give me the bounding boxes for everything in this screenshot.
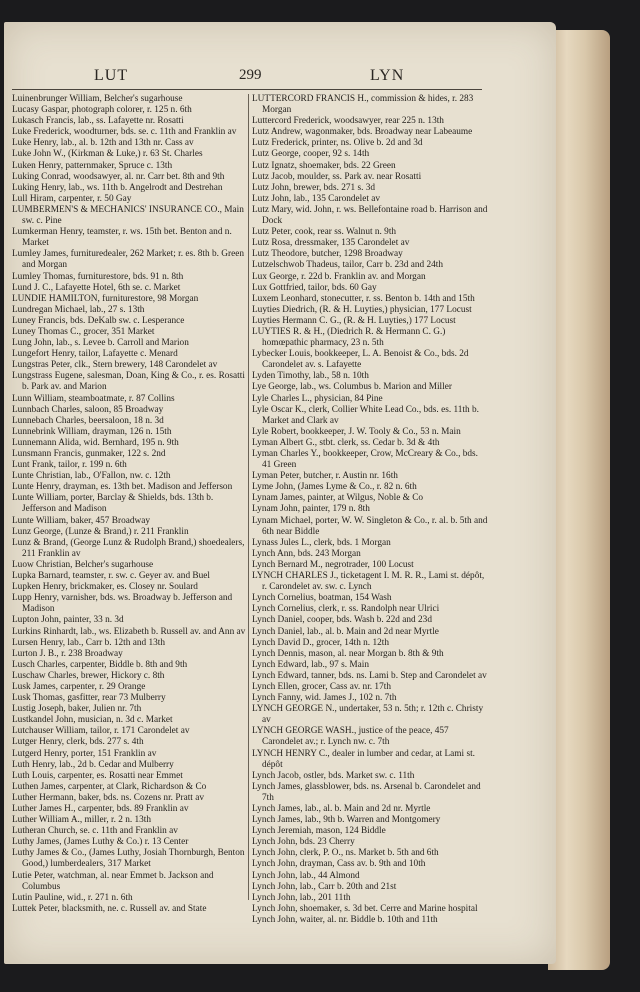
directory-entry: Lynch Edward, lab., 97 s. Main: [252, 659, 369, 670]
directory-entry: Lynch John, lab., Carr b. 20th and 21st: [252, 881, 397, 892]
directory-entry: Luthy James & Co., (James Luthy, Josiah Thornburgh, Benton Good,) lumberdealers, 317 Market: [12, 848, 245, 870]
directory-entry: Lyman Charles Y., bookkeeper, Crow, McCreary & Co., bds. 41 Green: [252, 449, 478, 471]
directory-entry: Lupp Henry, varnisher, bds. ws. Broadway b. Jefferson and Madison: [12, 593, 233, 615]
directory-entry: Luke Frederick, woodturner, bds. se. c. 11th and Franklin av: [12, 127, 237, 138]
directory-entry: Lutz Jacob, moulder, ss. Park av. near Rosatti: [252, 171, 422, 182]
directory-entry: Lyman Peter, butcher, r. Austin nr. 16th: [252, 471, 398, 482]
directory-entry: Lynch Cornelius, boatman, 154 Wash: [252, 593, 392, 604]
directory-entry: Luinenbrunger William, Belcher's sugarhouse: [12, 94, 183, 104]
directory-entry: Lutz Ignatz, shoemaker, bds. 22 Green: [252, 160, 396, 171]
directory-entry: Lunte William, porter, Barclay & Shields, bds. 13th b. Jefferson and Madison: [12, 493, 214, 515]
directory-entry: Lynch Cornelius, clerk, r. ss. Randolph near Ulrici: [252, 604, 440, 615]
header-rule: [12, 89, 482, 90]
directory-entry: Lutz Frederick, printer, ns. Olive b. 2d and 3d: [252, 138, 423, 149]
directory-entry: Lunt Frank, tailor, r. 199 n. 6th: [12, 460, 127, 471]
directory-entry: Lynch John, shoemaker, s. 3d bet. Cerre and Marine hospital: [252, 903, 478, 914]
directory-entry: Lyle Oscar K., clerk, Collier White Lead Co., bds. es. 11th b. Market and Clark av: [252, 404, 479, 426]
directory-entry: Lukasch Francis, lab., ss. Lafayette nr. Rosatti: [12, 116, 184, 127]
directory-entry: Luther Hermann, baker, bds. ns. Cozens nr. Pratt av: [12, 792, 204, 803]
directory-entry: Luney Francis, bds. DeKalb sw. c. Lesperance: [12, 315, 185, 326]
directory-entry: Lyman Albert G., stbt. clerk, ss. Cedar b. 3d & 4th: [252, 437, 440, 448]
directory-entry: Lynch Daniel, cooper, bds. Wash b. 22d and 23d: [252, 615, 432, 626]
directory-entry: Lunnebrink William, drayman, 126 n. 15th: [12, 426, 172, 437]
directory-entry: Lyme John, (James Lyme & Co., r. 82 n. 6th: [252, 482, 417, 493]
directory-entry: Lustig Joseph, baker, Julien nr. 7th: [12, 704, 142, 715]
directory-entry: Lunte Henry, drayman, es. 13th bet. Madison and Jefferson: [12, 482, 233, 493]
directory-entry: Lunnbach Charles, saloon, 85 Broadway: [12, 404, 164, 415]
directory-entry: Lux George, r. 22d b. Franklin av. and Morgan: [252, 271, 426, 282]
directory-entry: Lynch Jacob, ostler, bds. Market sw. c. 11th: [252, 770, 415, 781]
directory-entry: LUNDIE HAMILTON, furniturestore, 98 Morgan: [12, 293, 199, 304]
directory-entry: Luther James H., carpenter, bds. 89 Franklin av: [12, 804, 189, 814]
directory-entry: Lutz Theodore, butcher, 1298 Broadway: [252, 249, 403, 260]
directory-entry: Lynch John, lab., 44 Almond: [252, 870, 360, 881]
directory-entry: Lutzelschwob Thadeus, tailor, Carr b. 23d and 24th: [252, 260, 444, 271]
directory-entry: Luxem Leonhard, stonecutter, r. ss. Benton b. 14th and 15th: [252, 293, 475, 304]
directory-entry: LUTTERCORD FRANCIS H., commission & hides, r. 283 Morgan: [252, 94, 474, 116]
directory-entry: LYNCH CHARLES J., ticketagent I. M. R. R., Lami st. dépôt, r. Carondelet av. sw. c. Lynch: [252, 571, 485, 593]
directory-entry: Lynam Michael, porter, W. W. Singleton & Co., r. al. b. 5th and 6th near Biddle: [252, 515, 488, 537]
directory-entry: Luthy James, (James Luthy & Co.) r. 13 Center: [12, 837, 189, 848]
directory-entry: Lull Hiram, carpenter, r. 50 Gay: [12, 193, 132, 204]
directory-entry: Lynch John, waiter, al. nr. Biddle b. 10th and 11th: [252, 914, 438, 925]
directory-entry: Luyties Hermann C. G., (R. & H. Luyties,) 177 Locust: [252, 315, 456, 326]
directory-entry: Lynch Bernard M., negrotrader, 100 Locust: [252, 559, 414, 570]
directory-entry: Lynch Edward, tanner, bds. ns. Lami b. Step and Carondelet av: [252, 670, 487, 681]
directory-entry: Lynch David D., grocer, 14th n. 12th: [252, 637, 389, 648]
directory-entry: Lunsmann Francis, gunmaker, 122 s. 2nd: [12, 449, 166, 459]
directory-entry: Luther William A., miller, r. 2 n. 13th: [12, 815, 152, 826]
directory-entry: Lynch Jeremiah, mason, 124 Biddle: [252, 826, 386, 837]
directory-entry: Lunnemann Alida, wid. Bernhard, 195 n. 9th: [12, 437, 179, 448]
directory-entry: Lunz & Brand, (George Lunz & Rudolph Brand,) shoedealers, 211 Franklin av: [12, 537, 245, 559]
directory-entry: Lynch John, clerk, P. O., ns. Market b. 5th and 6th: [252, 848, 439, 859]
right-column: [252, 94, 488, 926]
directory-entry: Lupken Henry, brickmaker, es. Closey nr. Soulard: [12, 582, 198, 593]
directory-entry: Lunnebach Charles, beersaloon, 18 n. 3d: [12, 415, 164, 426]
directory-entry: Lux Gottfried, tailor, bds. 60 Gay: [252, 282, 377, 293]
directory-entry: Lusch Charles, carpenter, Biddle b. 8th and 9th: [12, 659, 188, 670]
directory-entry: Luth Henry, lab., 2d b. Cedar and Mulberry: [12, 759, 174, 770]
directory-entry: Luttek Peter, blacksmith, ne. c. Russell av. and State: [12, 903, 207, 914]
directory-entry: Lucasy Gaspar, photograph colorer, r. 125 n. 6th: [12, 105, 192, 116]
directory-entry: Luttercord Frederick, woodsawyer, rear 225 n. 13th: [252, 116, 444, 127]
directory-entry: Lutz Peter, cook, rear ss. Walnut n. 9th: [252, 227, 397, 238]
directory-entry: Lutz George, cooper, 92 s. 14th: [252, 149, 370, 160]
directory-entry: Lyle Robert, bookkeeper, J. W. Tooly & Co., 53 n. Main: [252, 426, 461, 437]
directory-entry: Lundregan Michael, lab., 27 s. 13th: [12, 304, 145, 315]
directory-entry: Lynch Ellen, grocer, Cass av. nr. 17th: [252, 681, 391, 692]
directory-entry: Luken Henry, patternmaker, Spruce c. 13th: [12, 160, 173, 171]
directory-entry: Lupka Barnard, teamster, r. sw. c. Geyer av. and Buel: [12, 571, 210, 582]
directory-entry: Lutz John, lab., 135 Carondelet av: [252, 193, 381, 204]
directory-entry: Lung John, lab., s. Levee b. Carroll and Marion: [12, 338, 189, 349]
directory-entry: Lungstrass Eugene, salesman, Doan, King & Co., r. es. Rosatti b. Park av. and Marion: [12, 371, 245, 393]
directory-entry: Luschaw Charles, brewer, Hickory c. 8th: [12, 670, 165, 681]
directory-entry: Lurton J. B., r. 238 Broadway: [12, 648, 123, 659]
directory-entry: Lumley Thomas, furniturestore, bds. 91 n. 8th: [12, 271, 184, 282]
directory-entry: Lutheran Church, se. c. 11th and Franklin av: [12, 826, 178, 837]
directory-entry: Lurkins Rinhardt, lab., ws. Elizabeth b. Russell av. and Ann av: [12, 626, 246, 637]
directory-entry: Lutgerd Henry, porter, 151 Franklin av: [12, 748, 157, 759]
page-number: 299: [239, 67, 262, 83]
directory-entry: Lupton John, painter, 33 n. 3d: [12, 615, 124, 626]
directory-entry: Lumkerman Henry, teamster, r. ws. 15th bet. Benton and n. Market: [12, 227, 232, 249]
directory-entry: LYNCH HENRY C., dealer in lumber and cedar, at Lami st. dépôt: [252, 748, 475, 770]
directory-entry: Lyle Charles L., physician, 84 Pine: [252, 393, 383, 404]
directory-entry: Lunte William, baker, 457 Broadway: [12, 515, 150, 526]
directory-entry: Luney Thomas C., grocer, 351 Market: [12, 326, 155, 337]
directory-entry: Lynch James, glassblower, bds. ns. Arsenal b. Carondelet and 7th: [252, 781, 481, 803]
column-divider: [248, 94, 249, 900]
directory-entry: Luthen James, carpenter, at Clark, Richardson & Co: [12, 781, 207, 792]
directory-entry: Luke Henry, lab., al. b. 12th and 13th nr. Cass av: [12, 138, 194, 149]
directory-entry: Lumley James, furnituredealer, 262 Market; r. es. 8th b. Green and Morgan: [12, 249, 244, 271]
left-column: [12, 94, 248, 915]
running-head-right: LYN: [370, 67, 405, 84]
directory-entry: Lynch John, lab., 201 11th: [252, 892, 351, 903]
directory-entry: Lutger Henry, clerk, bds. 277 s. 4th: [12, 737, 144, 748]
page-header: [4, 67, 556, 87]
directory-entry: Lutz Andrew, wagonmaker, bds. Broadway near Labeaume: [252, 127, 473, 138]
directory-entry: Luth Louis, carpenter, es. Rosatti near Emmet: [12, 770, 183, 781]
directory-entry: Lund J. C., Lafayette Hotel, 6th se. c. Market: [12, 282, 181, 293]
directory-entry: Lynch James, lab., al. b. Main and 2d nr. Myrtle: [252, 804, 431, 814]
directory-entry: Lunn William, steamboatmate, r. 87 Collins: [12, 393, 175, 404]
directory-entry: Lutz Rosa, dressmaker, 135 Carondelet av: [252, 238, 410, 249]
directory-entry: Luking Henry, lab., ws. 11th b. Angelrodt and Destrehan: [12, 182, 223, 193]
directory-entry: Lungstras Peter, clk., Stern brewery, 148 Carondelet av: [12, 360, 218, 371]
directory-entry: Lybecker Louis, bookkeeper, L. A. Benoist & Co., bds. 2d Carondelet av. s. Lafayette: [252, 349, 469, 371]
directory-entry: Luow Christian, Belcher's sugarhouse: [12, 559, 154, 570]
directory-entry: Lynam James, painter, at Wilgus, Noble & Co: [252, 493, 424, 504]
directory-entry: Lutin Pauline, wid., r. 271 n. 6th: [12, 892, 133, 903]
directory-entry: Lutchauser William, tailor, r. 171 Carondelet av: [12, 726, 190, 737]
directory-entry: Lynass Jules L., clerk, bds. 1 Morgan: [252, 537, 391, 548]
directory-entry: Lutz Mary, wid. John, r. ws. Bellefontaine road b. Harrison and Dock: [252, 204, 488, 227]
directory-entry: LUYTIES R. & H., (Diedrich R. & Hermann C. G.) homœpathic pharmacy, 23 n. 5th: [252, 326, 446, 349]
directory-entry: Lynam John, painter, 179 n. 8th: [252, 504, 370, 515]
directory-entry: Lynch John, bds. 23 Cherry: [252, 837, 355, 848]
running-head-left: LUT: [94, 67, 129, 84]
directory-entry: Lusk James, carpenter, r. 29 Orange: [12, 681, 146, 692]
directory-entry: Lutz John, brewer, bds. 271 s. 3d: [252, 182, 376, 193]
directory-entry: Lyden Timothy, lab., 58 n. 10th: [252, 371, 369, 382]
directory-entry: LUMBERMEN'S & MECHANICS' INSURANCE CO., Main sw. c. Pine: [12, 204, 244, 227]
directory-entry: Lynch Daniel, lab., al. b. Main and 2d near Myrtle: [252, 626, 439, 637]
directory-entry: Lunte Christian, lab., O'Fallon, nw. c. 12th: [12, 471, 171, 482]
directory-entry: Lunz George, (Lunze & Brand,) r. 211 Franklin: [12, 526, 189, 537]
directory-entry: LYNCH GEORGE N., undertaker, 53 n. 5th; r. 12th c. Christy av: [252, 704, 484, 726]
directory-entry: Lynch John, drayman, Cass av. b. 9th and 10th: [252, 859, 426, 870]
directory-entry: Lye George, lab., ws. Columbus b. Marion and Miller: [252, 382, 452, 393]
directory-entry: Luke John W., (Kirkman & Luke,) r. 63 St. Charles: [12, 149, 203, 160]
directory-entry: Lungefort Henry, tailor, Lafayette c. Menard: [12, 349, 178, 360]
page-edge-stack: [548, 30, 610, 970]
directory-entry: Lursen Henry, lab., Carr b. 12th and 13th: [12, 637, 166, 648]
directory-entry: Lynch James, lab., 9th b. Warren and Montgomery: [252, 815, 441, 826]
directory-entry: Lustkandel John, musician, n. 3d c. Market: [12, 715, 173, 726]
directory-page: [4, 22, 556, 964]
directory-entry: Luking Conrad, woodsawyer, al. nr. Carr bet. 8th and 9th: [12, 171, 225, 182]
directory-entry: Lynch Fanny, wid. James J., 102 n. 7th: [252, 693, 397, 704]
directory-entry: Lusk Thomas, gasfitter, rear 73 Mulberry: [12, 693, 166, 704]
directory-entry: Luyties Diedrich, (R. & H. Luyties,) physician, 177 Locust: [252, 304, 472, 315]
directory-entry: Lynch Ann, bds. 243 Morgan: [252, 548, 361, 559]
directory-entry: Lutie Peter, watchman, al. near Emmet b. Jackson and Columbus: [12, 870, 214, 892]
directory-entry: Lynch Dennis, mason, al. near Morgan b. 8th & 9th: [252, 648, 444, 659]
directory-entry: LYNCH GEORGE WASH., justice of the peace, 457 Carondelet av.; r. Lynch nw. c. 7th: [252, 726, 449, 748]
